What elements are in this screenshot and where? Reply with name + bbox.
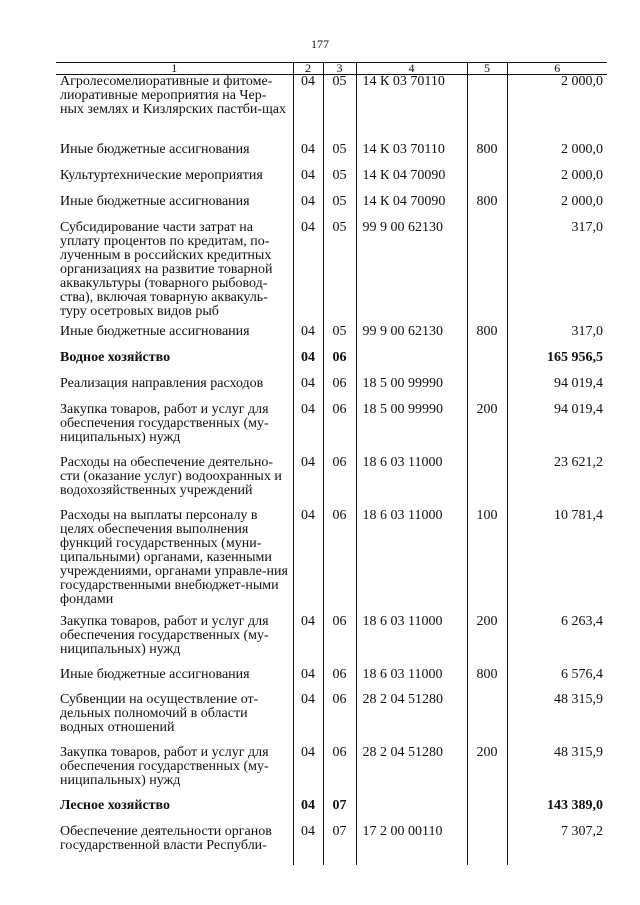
row-subsection: 06	[323, 509, 356, 615]
table-row	[56, 693, 607, 746]
row-subsection: 07	[323, 799, 356, 825]
row-code: 14 К 03 70110	[356, 143, 467, 169]
row-subsection: 06	[323, 351, 356, 377]
row-name: Иные бюджетные ассигнования	[60, 666, 250, 682]
row-subsection: 06	[323, 693, 356, 746]
col-header-subsection: 3	[323, 63, 356, 75]
row-amount: 2 000,0	[507, 75, 607, 143]
row-code: 18 6 03 11000	[356, 456, 467, 509]
row-subsection: 05	[323, 195, 356, 221]
row-expense-type: 200	[467, 615, 507, 668]
row-amount: 94 019,4	[507, 377, 607, 403]
row-section: 04	[293, 377, 323, 403]
row-code	[356, 799, 467, 825]
row-section: 04	[293, 403, 323, 456]
table-row	[56, 403, 607, 456]
row-expense-type	[467, 221, 507, 325]
row-section: 04	[293, 351, 323, 377]
row-amount: 48 315,9	[507, 693, 607, 746]
row-section: 04	[293, 143, 323, 169]
budget-table	[56, 62, 607, 865]
row-name: Лесное хозяйство	[60, 797, 171, 813]
row-code: 14 К 03 70110	[356, 75, 467, 143]
row-code: 99 9 00 62130	[356, 325, 467, 351]
table-row	[56, 799, 607, 825]
row-expense-type	[467, 456, 507, 509]
col-header-amount: 6	[507, 63, 607, 75]
row-name: Субсидирование части затрат на уплату процентов по кредитам, по-лученным в российских кредитных организациях на развитие товарной аквакультуры (товарного рыбовод-ства), включая товарную аквакуль-туру осетровых видов рыб	[60, 219, 273, 319]
row-name: Реализация направления расходов	[60, 375, 264, 391]
row-name: Субвенции на осуществление от-дельных полномочий в области водных отношений	[60, 691, 259, 735]
row-section: 04	[293, 799, 323, 825]
row-section: 04	[293, 169, 323, 195]
row-expense-type: 800	[467, 195, 507, 221]
table-row	[56, 825, 607, 865]
row-subsection: 05	[323, 75, 356, 143]
row-amount: 317,0	[507, 325, 607, 351]
col-header-name: 1	[56, 63, 293, 75]
row-name: Обеспечение деятельности органов государственной власти Республи-	[60, 823, 272, 853]
row-subsection: 06	[323, 615, 356, 668]
row-section: 04	[293, 221, 323, 325]
row-subsection: 06	[323, 377, 356, 403]
row-amount: 2 000,0	[507, 169, 607, 195]
row-expense-type: 200	[467, 746, 507, 799]
row-section: 04	[293, 456, 323, 509]
row-amount: 10 781,4	[507, 509, 607, 615]
row-expense-type: 800	[467, 668, 507, 693]
page-number: 177	[311, 37, 329, 51]
row-expense-type	[467, 351, 507, 377]
table-row	[56, 221, 607, 325]
row-section: 04	[293, 825, 323, 865]
table-row	[56, 615, 607, 668]
row-name: Иные бюджетные ассигнования	[60, 193, 250, 209]
row-amount: 165 956,5	[507, 351, 607, 377]
row-subsection: 06	[323, 746, 356, 799]
row-code: 18 6 03 11000	[356, 509, 467, 615]
row-code: 28 2 04 51280	[356, 746, 467, 799]
row-expense-type	[467, 377, 507, 403]
row-expense-type: 800	[467, 325, 507, 351]
row-code: 18 5 00 99990	[356, 377, 467, 403]
table-row	[56, 195, 607, 221]
row-section: 04	[293, 668, 323, 693]
row-expense-type: 800	[467, 143, 507, 169]
row-subsection: 05	[323, 143, 356, 169]
table-row	[56, 377, 607, 403]
row-expense-type: 100	[467, 509, 507, 615]
table-row	[56, 325, 607, 351]
row-section: 04	[293, 746, 323, 799]
table-row	[56, 75, 607, 143]
row-expense-type	[467, 169, 507, 195]
table-row	[56, 668, 607, 693]
table-row	[56, 509, 607, 615]
row-name: Закупка товаров, работ и услуг для обеспечения государственных (му-ниципальных) нужд	[60, 744, 269, 788]
row-section: 04	[293, 615, 323, 668]
row-subsection: 05	[323, 325, 356, 351]
table-row	[56, 143, 607, 169]
row-expense-type	[467, 75, 507, 143]
row-amount: 143 389,0	[507, 799, 607, 825]
col-header-code: 4	[356, 63, 467, 75]
row-code: 14 К 04 70090	[356, 195, 467, 221]
row-subsection: 05	[323, 169, 356, 195]
table-row	[56, 456, 607, 509]
row-name: Иные бюджетные ассигнования	[60, 141, 250, 157]
row-code: 18 5 00 99990	[356, 403, 467, 456]
row-name: Расходы на выплаты персоналу в целях обеспечения выполнения функций государственных (муни-ципальными) органами, казенными учреждениями, органами управле-ния государственными внебюджет-ными фондами	[60, 507, 288, 607]
row-subsection: 06	[323, 456, 356, 509]
row-name: Агролесомелиоративные и фитоме-лиоративные мероприятия на Чер-ных землях и Кизлярских пастби-щах	[60, 74, 287, 117]
row-code: 17 2 00 00110	[356, 825, 467, 865]
row-code: 28 2 04 51280	[356, 693, 467, 746]
row-section: 04	[293, 509, 323, 615]
row-code: 14 К 04 70090	[356, 169, 467, 195]
row-code: 18 6 03 11000	[356, 615, 467, 668]
row-section: 04	[293, 693, 323, 746]
row-amount: 7 307,2	[507, 825, 607, 865]
row-amount: 317,0	[507, 221, 607, 325]
row-subsection: 05	[323, 221, 356, 325]
row-subsection: 06	[323, 403, 356, 456]
row-amount: 2 000,0	[507, 143, 607, 169]
row-expense-type	[467, 693, 507, 746]
row-subsection: 06	[323, 668, 356, 693]
table-row	[56, 746, 607, 799]
row-name: Культуртехнические мероприятия	[60, 167, 263, 183]
table-row	[56, 169, 607, 195]
col-header-section: 2	[293, 63, 323, 75]
row-name: Закупка товаров, работ и услуг для обеспечения государственных (му-ниципальных) нужд	[60, 613, 269, 657]
row-amount: 6 263,4	[507, 615, 607, 668]
row-section: 04	[293, 325, 323, 351]
row-amount: 94 019,4	[507, 403, 607, 456]
table-row	[56, 351, 607, 377]
row-code	[356, 351, 467, 377]
header-row	[56, 63, 607, 75]
row-subsection: 07	[323, 825, 356, 865]
row-expense-type	[467, 825, 507, 865]
row-expense-type	[467, 799, 507, 825]
row-name: Расходы на обеспечение деятельно-сти (оказание услуг) водоохранных и водохозяйственных учреждений	[60, 454, 282, 498]
row-name: Иные бюджетные ассигнования	[60, 323, 250, 339]
row-expense-type: 200	[467, 403, 507, 456]
row-name: Закупка товаров, работ и услуг для обеспечения государственных (му-ниципальных) нужд	[60, 401, 269, 445]
row-section: 04	[293, 75, 323, 143]
row-code: 99 9 00 62130	[356, 221, 467, 325]
row-amount: 48 315,9	[507, 746, 607, 799]
row-section: 04	[293, 195, 323, 221]
row-amount: 23 621,2	[507, 456, 607, 509]
row-amount: 2 000,0	[507, 195, 607, 221]
row-amount: 6 576,4	[507, 668, 607, 693]
row-name: Водное хозяйство	[60, 349, 171, 365]
row-code: 18 6 03 11000	[356, 668, 467, 693]
col-header-type: 5	[467, 63, 507, 75]
